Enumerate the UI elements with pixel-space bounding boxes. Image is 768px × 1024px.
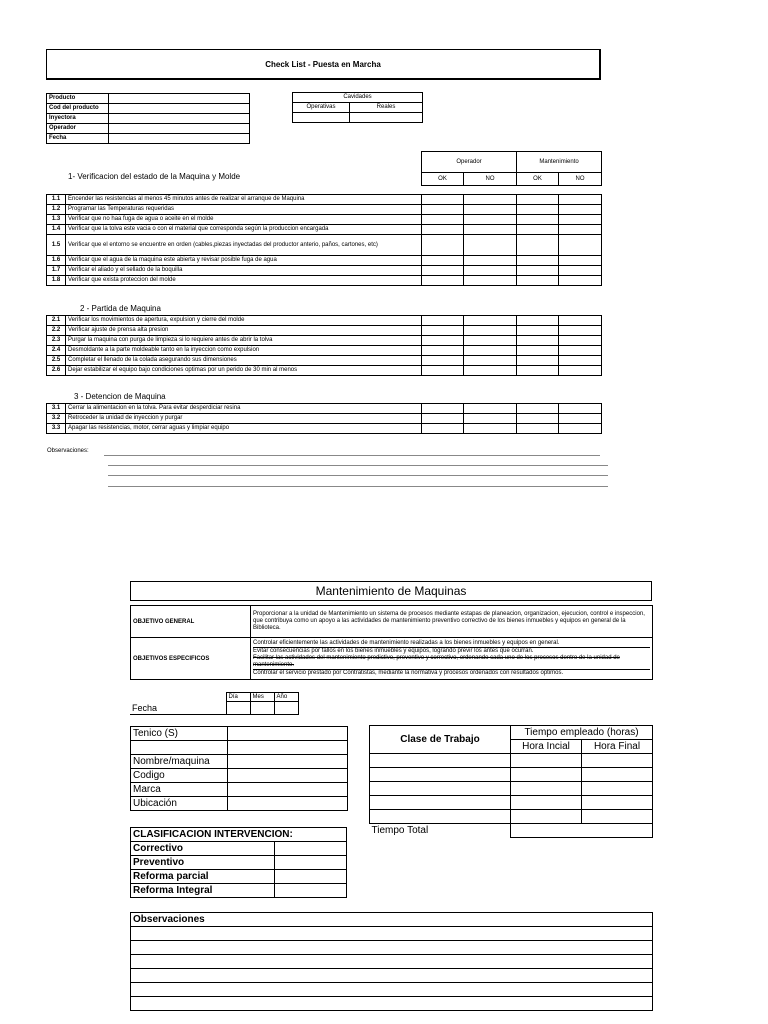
item-text: Dejar estabilizar el equipo bajo condiciones optimas por un perido de 30 min al menos: [66, 366, 422, 376]
checklist-row: [47, 404, 602, 414]
mant-ok-cell[interactable]: [517, 256, 559, 266]
operador-ok-cell[interactable]: [422, 424, 464, 434]
operador-no-cell[interactable]: [464, 346, 517, 356]
observaciones-cell[interactable]: [131, 927, 653, 941]
checklist-row: [47, 276, 602, 286]
checklist-title-box: [46, 49, 601, 80]
mant-ok-cell[interactable]: [517, 366, 559, 376]
item-number: 2.1: [47, 316, 66, 326]
operador-ok-cell[interactable]: [422, 316, 464, 326]
hora-final-header: Hora Final: [582, 740, 653, 754]
item-number: 2.2: [47, 326, 66, 336]
header-operador-no: NO: [464, 173, 517, 186]
observaciones-cell[interactable]: [131, 969, 653, 983]
observaciones-cell[interactable]: [131, 997, 653, 1011]
objetivos-table: [130, 605, 653, 680]
item-number: 2.5: [47, 356, 66, 366]
mant-no-cell[interactable]: [559, 235, 602, 256]
mant-ok-cell[interactable]: [517, 235, 559, 256]
header-mantenimiento: Mantenimiento: [517, 152, 602, 173]
clase-trabajo-header: Clase de Trabajo: [370, 726, 511, 754]
item-text: Verificar ajuste de prensa alta presion: [66, 326, 422, 336]
operador-ok-cell[interactable]: [422, 326, 464, 336]
item-text: Verificar que la tolva este vacia o con el material que corresponda según la produccion encargada: [66, 225, 422, 235]
operador-no-cell[interactable]: [464, 266, 517, 276]
equipo-row: [131, 783, 348, 797]
observaciones-row: [131, 941, 653, 955]
observaciones-line-2[interactable]: [108, 465, 608, 466]
checklist-header-table: [421, 151, 602, 186]
clasificacion-row: [131, 870, 347, 884]
item-text: Purgar la maquina con purga de limpieza si lo requiere antes de abrir la tolva: [66, 336, 422, 346]
clase-row: [370, 754, 653, 768]
item-number: 2.3: [47, 336, 66, 346]
fecha-ano-value[interactable]: [274, 702, 298, 715]
observaciones-label: Observaciones:: [47, 448, 89, 454]
checklist-row: [47, 366, 602, 376]
tiempo-total-value[interactable]: [511, 824, 653, 838]
observaciones-line-4[interactable]: [108, 486, 608, 487]
fecha-mes-value[interactable]: [250, 702, 274, 715]
checklist-row: [47, 424, 602, 434]
clasificacion-row: [131, 856, 347, 870]
equipo-label: Marca: [131, 783, 228, 797]
item-number: 1.4: [47, 225, 66, 235]
hora-inicial-cell[interactable]: [511, 782, 582, 796]
cavidades-table: [292, 92, 423, 123]
info-label: Inyectora: [47, 114, 109, 124]
item-text: Verificar los movimientos de apertura, expulsion y cierre del molde: [66, 316, 422, 326]
fecha-dia-value[interactable]: [226, 702, 250, 715]
item-text: Verificar que el agua de la maquina este abierta y revisar posible fuga de agua: [66, 256, 422, 266]
mant-ok-cell[interactable]: [517, 356, 559, 366]
item-number: 1.5: [47, 235, 66, 256]
checklist-row: [47, 235, 602, 256]
item-number: 3.3: [47, 424, 66, 434]
fecha-ano: Año: [274, 693, 298, 702]
hora-inicial-header: Hora Incial: [511, 740, 582, 754]
checklist-row: [47, 414, 602, 424]
tiempo-empleado-header: Tiempo empleado (horas): [511, 726, 653, 740]
cavidades-reales: Reales: [350, 103, 423, 113]
observaciones-title: Observaciones: [131, 913, 653, 927]
clase-cell[interactable]: [370, 768, 511, 782]
observaciones-cell[interactable]: [131, 955, 653, 969]
section3-table: [46, 403, 602, 434]
observaciones-cell[interactable]: [131, 941, 653, 955]
objetivo-especifico-2: Evitar consecuencias por fallos en los bienes inmuebles y equipos, logrando previr los antes que ocurran.: [253, 648, 534, 654]
clasificacion-check[interactable]: [275, 842, 347, 856]
operador-no-cell[interactable]: [464, 336, 517, 346]
equipo-value[interactable]: [228, 783, 348, 797]
section1-table: [46, 194, 602, 286]
item-number: 3.2: [47, 414, 66, 424]
operador-ok-cell[interactable]: [422, 205, 464, 215]
hora-final-cell[interactable]: [582, 782, 653, 796]
equipo-value[interactable]: [228, 727, 348, 741]
clasificacion-check[interactable]: [275, 884, 347, 898]
operador-no-cell[interactable]: [464, 215, 517, 225]
hora-final-cell[interactable]: [582, 810, 653, 824]
fecha-label: Fecha: [130, 702, 226, 715]
equipo-row: [131, 727, 348, 741]
mant-no-cell[interactable]: [559, 195, 602, 205]
clasificacion-row: [131, 842, 347, 856]
section2-title: 2 - Partida de Maquina: [80, 304, 161, 313]
item-number: 1.3: [47, 215, 66, 225]
info-row: [47, 114, 250, 124]
equipo-row: [131, 797, 348, 811]
equipo-value[interactable]: [228, 769, 348, 783]
mant-ok-cell[interactable]: [517, 336, 559, 346]
equipo-label: Nombre/maquina: [131, 755, 228, 769]
info-value[interactable]: [109, 94, 250, 104]
checklist-row: [47, 316, 602, 326]
mant-ok-cell[interactable]: [517, 326, 559, 336]
info-value[interactable]: [109, 104, 250, 114]
cavidades-operativas: Operativas: [293, 103, 350, 113]
operador-no-cell[interactable]: [464, 366, 517, 376]
item-text: Programar las Temperaturas requeridas: [66, 205, 422, 215]
mant-ok-cell[interactable]: [517, 316, 559, 326]
equipo-label: [131, 741, 228, 755]
mant-no-cell[interactable]: [559, 266, 602, 276]
item-number: 1.7: [47, 266, 66, 276]
hora-inicial-cell[interactable]: [511, 768, 582, 782]
hora-final-cell[interactable]: [582, 754, 653, 768]
header-operador-ok: OK: [422, 173, 464, 186]
info-label: Operador: [47, 124, 109, 134]
equipo-value[interactable]: [228, 755, 348, 769]
equipo-row: [131, 741, 348, 755]
clasificacion-label: Reforma Integral: [131, 884, 275, 898]
checklist-row: [47, 256, 602, 266]
operador-no-cell[interactable]: [464, 205, 517, 215]
info-value[interactable]: [109, 114, 250, 124]
observaciones-row: [131, 983, 653, 997]
checklist-row: [47, 215, 602, 225]
objetivo-general-label: OBJETIVO GENERAL: [131, 606, 251, 638]
clase-row: [370, 810, 653, 824]
header-mant-no: NO: [559, 173, 602, 186]
mant-no-cell[interactable]: [559, 326, 602, 336]
section1-title: 1- Verificacion del estado de la Maquina y Molde: [68, 172, 241, 181]
operador-ok-cell[interactable]: [422, 366, 464, 376]
hora-inicial-cell[interactable]: [511, 810, 582, 824]
mant-ok-cell[interactable]: [517, 404, 559, 414]
info-row: [47, 124, 250, 134]
mant-no-cell[interactable]: [559, 256, 602, 266]
mant-no-cell[interactable]: [559, 225, 602, 235]
mantenimiento-title-box: [130, 581, 652, 601]
header-operador: Operador: [422, 152, 517, 173]
item-number: 1.6: [47, 256, 66, 266]
operador-ok-cell[interactable]: [422, 225, 464, 235]
operador-ok-cell[interactable]: [422, 356, 464, 366]
operador-ok-cell[interactable]: [422, 336, 464, 346]
checklist-row: [47, 356, 602, 366]
objetivo-general-text: Proporcionar a la unidad de Mantenimiento un sistema de procesos mediante estapas de planeacion, organizacion, ejecucion, control e inspeccion, que contribuya como un apoyo a las actividades de mantenimiento preventivo correctivo de los bienes inmuebles y equipos en general de la Biblioteca.: [251, 606, 653, 638]
item-text: Cerrar la alimentacion en la tolva. Para evitar desperdiciar resina: [66, 404, 422, 414]
objetivo-especifico-1: Controlar eficientemente las actividades de mantenimiento realizadas a los bienes inmuebles y equipos en general.: [253, 640, 650, 648]
item-text: Verificar que exista proteccion del molde: [66, 276, 422, 286]
operador-no-cell[interactable]: [464, 316, 517, 326]
mantenimiento-title: Mantenimiento de Maquinas: [315, 584, 467, 598]
operador-ok-cell[interactable]: [422, 235, 464, 256]
mant-no-cell[interactable]: [559, 336, 602, 346]
mant-no-cell[interactable]: [559, 424, 602, 434]
mant-no-cell[interactable]: [559, 356, 602, 366]
mant-no-cell[interactable]: [559, 346, 602, 356]
info-label: Fecha: [47, 134, 109, 144]
operador-no-cell[interactable]: [464, 414, 517, 424]
mant-no-cell[interactable]: [559, 414, 602, 424]
cavidades-title: Cavidades: [293, 93, 423, 103]
info-value[interactable]: [109, 124, 250, 134]
info-row: [47, 104, 250, 114]
fecha-table: [130, 692, 299, 715]
clasificacion-label: Preventivo: [131, 856, 275, 870]
section2-table: [46, 315, 602, 376]
clase-cell[interactable]: [370, 782, 511, 796]
clasificacion-title: CLASIFICACION INTERVENCION:: [131, 828, 347, 842]
operador-no-cell[interactable]: [464, 225, 517, 235]
mant-ok-cell[interactable]: [517, 195, 559, 205]
equipo-label: Ubicación: [131, 797, 228, 811]
mant-ok-cell[interactable]: [517, 276, 559, 286]
operador-no-cell[interactable]: [464, 276, 517, 286]
item-text: Apagar las resistencias, motor, cerrar aguas y limpiar equipo: [66, 424, 422, 434]
cavidades-reales-value[interactable]: [350, 113, 423, 123]
checklist-row: [47, 195, 602, 205]
operador-ok-cell[interactable]: [422, 346, 464, 356]
section3-title: 3 - Detencion de Maquina: [74, 392, 166, 401]
operador-ok-cell[interactable]: [422, 195, 464, 205]
item-number: 1.8: [47, 276, 66, 286]
hora-inicial-cell[interactable]: [511, 796, 582, 810]
objetivo-especifico-3: Facilitar las actividades del mantenimiento predictivo, preventivo y correctivo, ordenando cada uno de los procesos dentro de la unidad de mantenimiento.: [253, 655, 620, 668]
clasificacion-label: Correctivo: [131, 842, 275, 856]
clasificacion-check[interactable]: [275, 856, 347, 870]
checklist-row: [47, 225, 602, 235]
observaciones-line-3[interactable]: [108, 475, 608, 476]
clase-cell[interactable]: [370, 810, 511, 824]
info-row: [47, 134, 250, 144]
equipo-label: Codigo: [131, 769, 228, 783]
operador-ok-cell[interactable]: [422, 414, 464, 424]
fecha-mes: Mes: [250, 693, 274, 702]
operador-ok-cell[interactable]: [422, 404, 464, 414]
observaciones-row: [131, 969, 653, 983]
equipo-label: Tenico (S): [131, 727, 228, 741]
observaciones-line-1[interactable]: [104, 455, 600, 456]
operador-no-cell[interactable]: [464, 356, 517, 366]
mant-ok-cell[interactable]: [517, 346, 559, 356]
info-label: Cod del producto: [47, 104, 109, 114]
hora-inicial-cell[interactable]: [511, 754, 582, 768]
item-number: 3.1: [47, 404, 66, 414]
equipo-table: [130, 726, 348, 811]
mant-no-cell[interactable]: [559, 316, 602, 326]
fecha-dia: Día: [226, 693, 250, 702]
equipo-value[interactable]: [228, 797, 348, 811]
product-info-table: [46, 93, 250, 144]
objetivo-especifico-4: Controlar el servicio prestado por Contratistas, mediante la normativa y procesos ordenados con resultados optimos.: [253, 669, 650, 677]
item-text: Retroceder la unidad de inyeccion y purgar: [66, 414, 422, 424]
clase-row: [370, 796, 653, 810]
mant-ok-cell[interactable]: [517, 414, 559, 424]
observaciones-row: [131, 927, 653, 941]
clase-cell[interactable]: [370, 796, 511, 810]
operador-no-cell[interactable]: [464, 256, 517, 266]
observaciones-table: [130, 912, 653, 1011]
operador-ok-cell[interactable]: [422, 276, 464, 286]
item-number: 1.1: [47, 195, 66, 205]
mant-ok-cell[interactable]: [517, 266, 559, 276]
observaciones-row: [131, 955, 653, 969]
objetivos-especificos-label: OBJETIVOS ESPECIFICOS: [131, 638, 251, 680]
operador-no-cell[interactable]: [464, 424, 517, 434]
mant-ok-cell[interactable]: [517, 225, 559, 235]
item-text: Verificar que no haa fuga de agua o aceite en el molde: [66, 215, 422, 225]
operador-ok-cell[interactable]: [422, 266, 464, 276]
item-number: 2.6: [47, 366, 66, 376]
hora-final-cell[interactable]: [582, 796, 653, 810]
mant-no-cell[interactable]: [559, 215, 602, 225]
equipo-row: [131, 769, 348, 783]
operador-ok-cell[interactable]: [422, 215, 464, 225]
clase-cell[interactable]: [370, 754, 511, 768]
hora-final-cell[interactable]: [582, 768, 653, 782]
checklist-row: [47, 336, 602, 346]
operador-no-cell[interactable]: [464, 326, 517, 336]
operador-ok-cell[interactable]: [422, 256, 464, 266]
item-text: Desmoldante a la parte moldeable tanto en la inyeccion como expulsion: [66, 346, 422, 356]
equipo-value[interactable]: [228, 741, 348, 755]
item-text: Verificar que el entorno se encuentre en orden (cables,piezas inyectadas del productor anterio, paños, cartones, etc): [66, 235, 422, 256]
clasificacion-label: Reforma parcial: [131, 870, 275, 884]
info-label: Producto: [47, 94, 109, 104]
item-text: Completar el llenado de la colada asegurando sus dimensiones: [66, 356, 422, 366]
info-value[interactable]: [109, 134, 250, 144]
mant-no-cell[interactable]: [559, 276, 602, 286]
equipo-row: [131, 755, 348, 769]
checklist-row: [47, 205, 602, 215]
clasificacion-check[interactable]: [275, 870, 347, 884]
checklist-title: Check List - Puesta en Marcha: [265, 59, 381, 69]
cavidades-operativas-value[interactable]: [293, 113, 350, 123]
tiempo-total-label: Tiempo Total: [370, 824, 511, 838]
operador-no-cell[interactable]: [464, 235, 517, 256]
clase-row: [370, 782, 653, 796]
clasificacion-row: [131, 884, 347, 898]
checklist-row: [47, 266, 602, 276]
mant-no-cell[interactable]: [559, 366, 602, 376]
operador-no-cell[interactable]: [464, 195, 517, 205]
mant-ok-cell[interactable]: [517, 215, 559, 225]
mant-ok-cell[interactable]: [517, 205, 559, 215]
clasificacion-table: [130, 827, 347, 898]
item-number: 2.4: [47, 346, 66, 356]
checklist-row: [47, 346, 602, 356]
item-number: 1.2: [47, 205, 66, 215]
mant-no-cell[interactable]: [559, 205, 602, 215]
clase-row: [370, 768, 653, 782]
checklist-row: [47, 326, 602, 336]
operador-no-cell[interactable]: [464, 404, 517, 414]
clase-trabajo-table: [369, 725, 653, 838]
mant-no-cell[interactable]: [559, 404, 602, 414]
header-mant-ok: OK: [517, 173, 559, 186]
info-row: [47, 94, 250, 104]
item-text: Verificar el aliado y el sellado de la boquilla: [66, 266, 422, 276]
observaciones-cell[interactable]: [131, 983, 653, 997]
mant-ok-cell[interactable]: [517, 424, 559, 434]
observaciones-row: [131, 997, 653, 1011]
item-text: Encender las resistencias al menos 45 minutos antes de realizar el arranque de Maquina: [66, 195, 422, 205]
